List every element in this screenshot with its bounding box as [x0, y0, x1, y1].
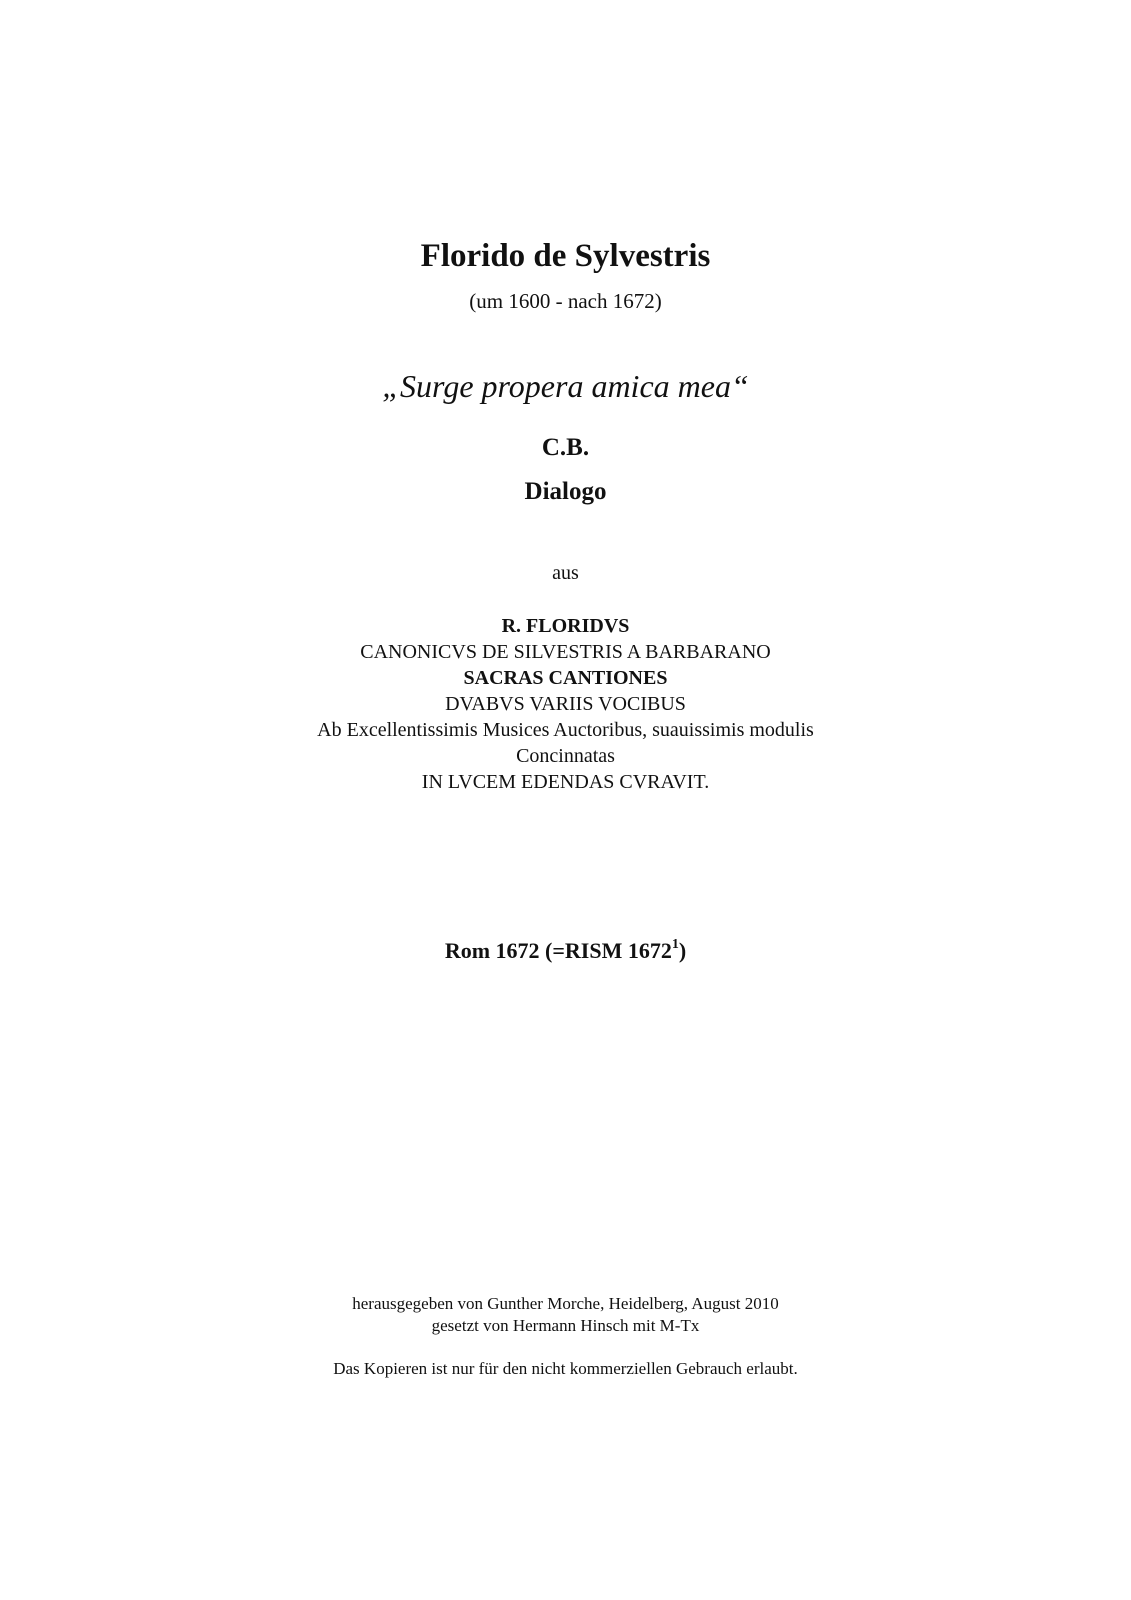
composer-name: Florido de Sylvestris [420, 238, 711, 274]
source-line: CANONICVS DE SILVESTRIS A BARBARANO [360, 641, 771, 663]
source-line: Ab Excellentissimis Musices Auctoribus, suauissimis modulis [317, 719, 814, 741]
source-line: SACRAS CANTIONES [463, 667, 668, 689]
copy-notice: Das Kopieren ist nur für den nicht kommerziellen Gebrauch erlaubt. [333, 1359, 798, 1378]
from-label: aus [552, 562, 579, 584]
source-line: Concinnatas [516, 745, 615, 767]
publication-reference [0, 938, 1131, 964]
publication-superscript: 1 [671, 936, 679, 952]
publication-close: ) [678, 938, 687, 963]
composer-dates: (um 1600 - nach 1672) [469, 289, 662, 313]
work-title: „Surge propera amica mea“ [382, 368, 749, 404]
scoring: C.B. [541, 434, 590, 461]
source-line: R. FLORIDVS [501, 615, 630, 637]
publication-text: Rom 1672 (=RISM 1672 [444, 938, 672, 963]
source-line: DVABVS VARIIS VOCIBUS [445, 693, 686, 715]
typeset-line: gesetzt von Hermann Hinsch mit M-Tx [431, 1316, 700, 1335]
genre: Dialogo [524, 478, 607, 505]
editor-line: herausgegeben von Gunther Morche, Heidelberg, August 2010 [352, 1294, 779, 1313]
source-line: IN LVCEM EDENDAS CVRAVIT. [421, 771, 710, 793]
source-title-block [0, 613, 1131, 795]
